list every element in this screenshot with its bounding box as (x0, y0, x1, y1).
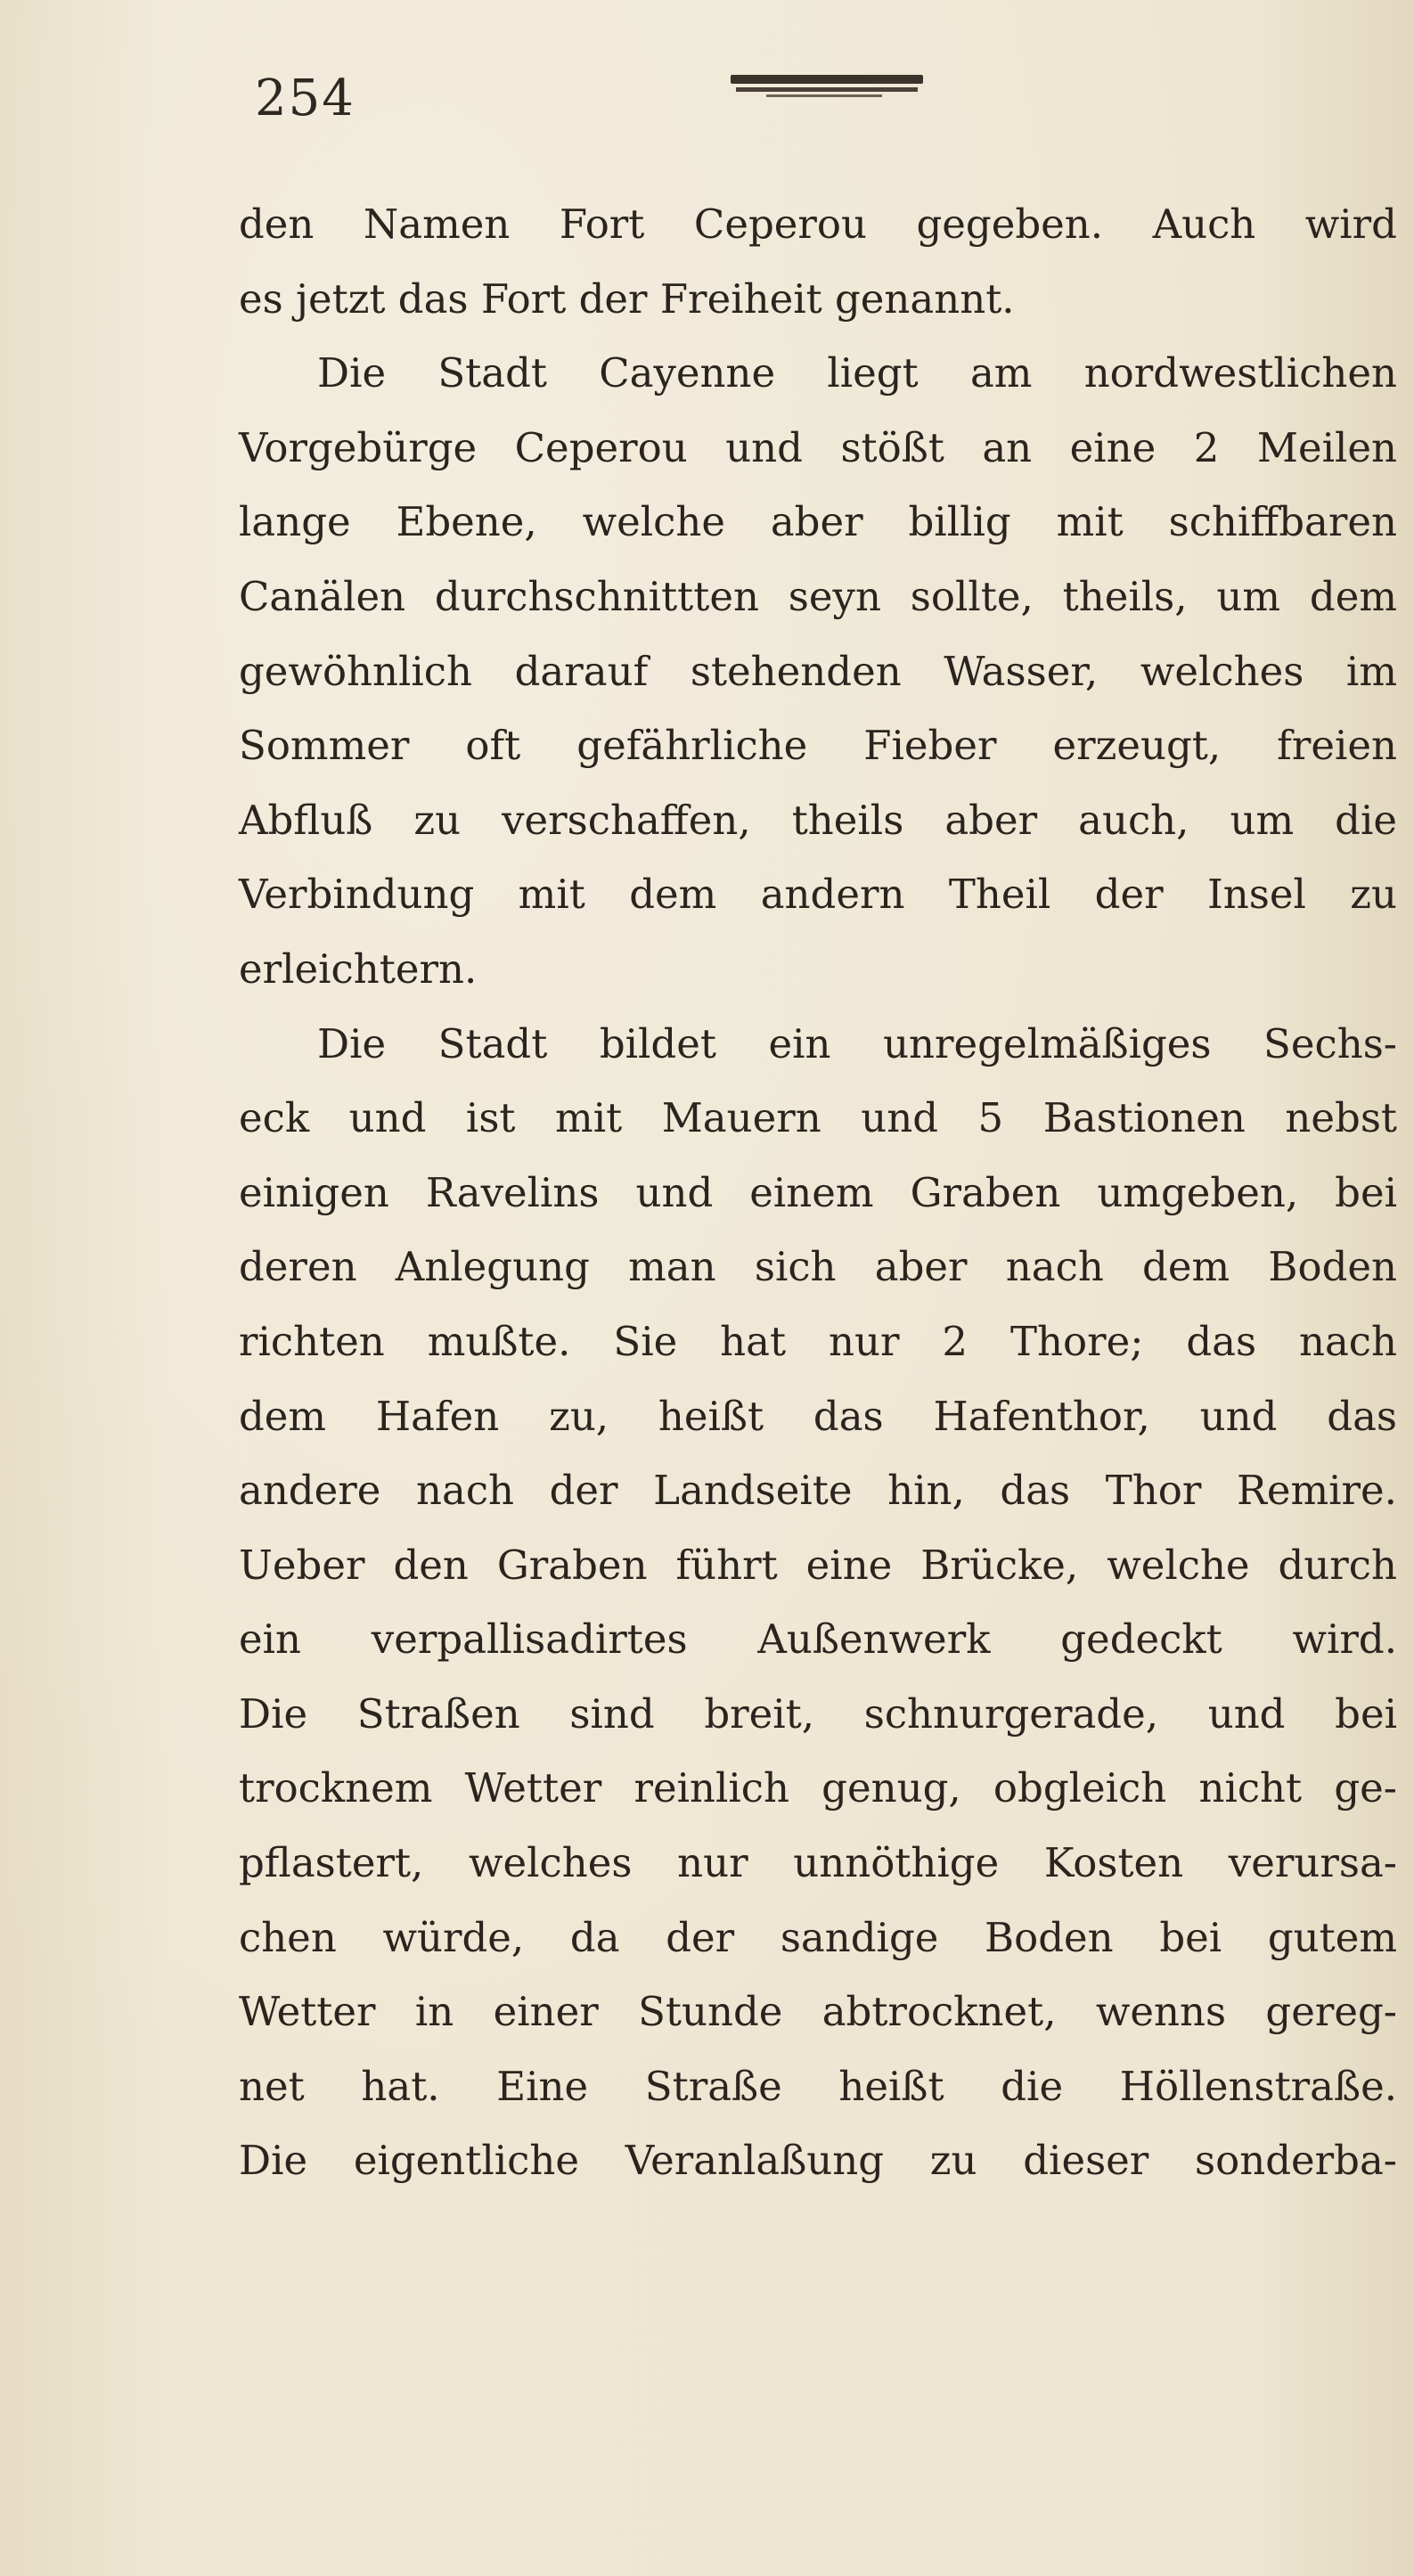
ornament-bar-top (731, 75, 923, 84)
text-line: Wetter in einer Stunde abtrocknet, wenns gereg- (239, 1988, 1397, 2036)
text-line: gewöhnlich darauf stehenden Wasser, welches im (239, 647, 1397, 695)
body-text (239, 187, 1397, 2198)
text-line: Die Stadt Cayenne liegt am nordwestlichen (317, 349, 1397, 397)
text-line: Vorgebürge Ceperou und stößt an eine 2 Meilen (239, 423, 1397, 471)
text-line: Die eigentliche Veranlaßung zu dieser sonderba- (239, 2137, 1397, 2185)
text-line: Sommer oft gefährliche Fieber erzeugt, freien (239, 722, 1397, 770)
text-line: dem Hafen zu, heißt das Hafenthor, und das (239, 1392, 1397, 1440)
text-line: deren Anlegung man sich aber nach dem Boden (239, 1243, 1397, 1291)
text-line: eck und ist mit Mauern und 5 Bastionen nebst (239, 1094, 1397, 1142)
text-line: Die Stadt bildet ein unregelmäßiges Sechs- (317, 1019, 1397, 1067)
text-line: net hat. Eine Straße heißt die Höllenstraße. (239, 2062, 1397, 2110)
text-line: den Namen Fort Ceperou gegeben. Auch wird (239, 200, 1397, 248)
text-line: pflastert, welches nur unnöthige Kosten verursa- (239, 1839, 1397, 1887)
text-line: trocknem Wetter reinlich genug, obgleich nicht ge- (239, 1764, 1397, 1812)
ornament-bar-middle (736, 87, 918, 92)
text-line: andere nach der Landseite hin, das Thor Remire. (239, 1467, 1397, 1515)
text-line: Canälen durchschnittten seyn sollte, theils, um dem (239, 572, 1397, 620)
text-line: Verbindung mit dem andern Theil der Insel zu (239, 871, 1397, 919)
text-line: erleichtern. (239, 945, 478, 993)
text-line: Abfluß zu verschaffen, theils aber auch, um die (239, 796, 1397, 844)
text-line: chen würde, da der sandige Boden bei gutem (239, 1913, 1397, 1961)
text-line: es jetzt das Fort der Freiheit genannt. (239, 274, 1015, 323)
text-line: ein verpallisadirtes Außenwerk gedeckt wird. (239, 1615, 1397, 1664)
text-line: richten mußte. Sie hat nur 2 Thore; das nach (239, 1317, 1397, 1365)
text-line: Ueber den Graben führt eine Brücke, welche durch (239, 1541, 1397, 1589)
text-line: lange Ebene, welche aber billig mit schiffbaren (239, 498, 1397, 546)
ornament-bar-bottom (766, 94, 882, 97)
page-number: 254 (255, 70, 356, 127)
text-line: einigen Ravelins und einem Graben umgeben, bei (239, 1168, 1397, 1216)
header-rule-ornament (731, 75, 923, 100)
text-line: Die Straßen sind breit, schnurgerade, und bei (239, 1689, 1397, 1738)
